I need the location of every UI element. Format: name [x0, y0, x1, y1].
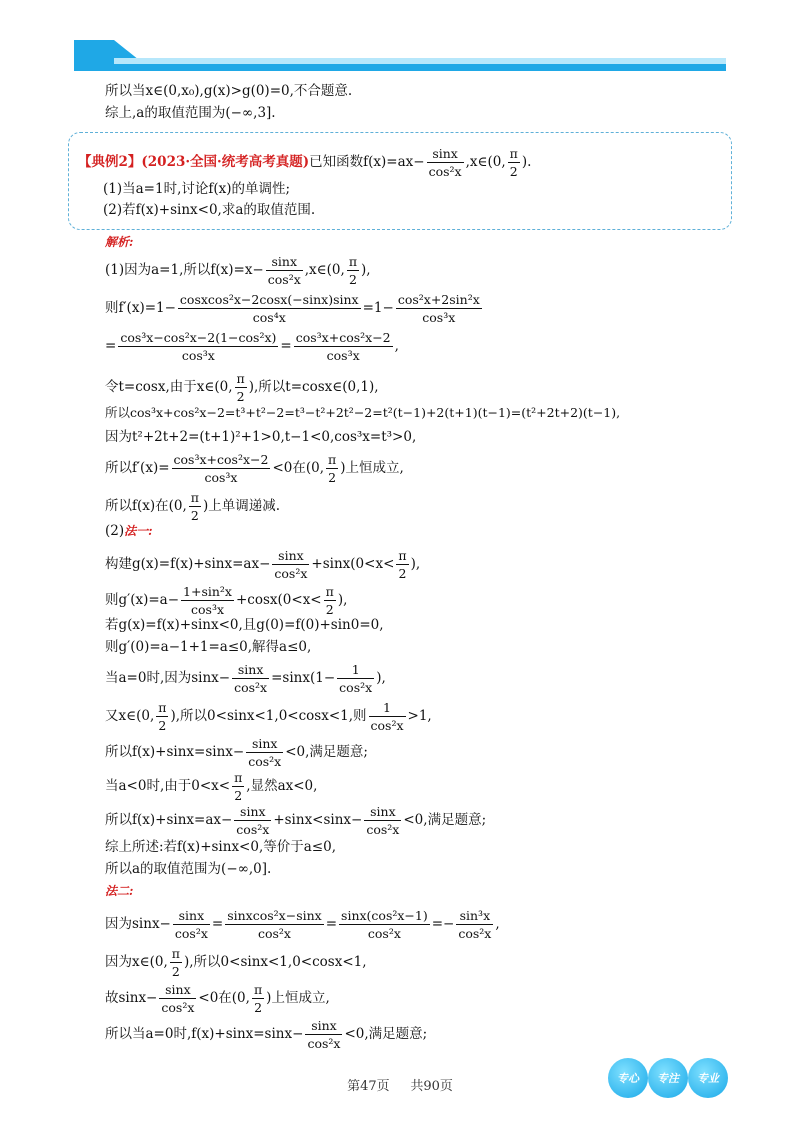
sol-line-17: 当a<0时,由于0<x< $\frac{\pi}{2}$ ,显然ax<0,	[105, 770, 318, 803]
sol-line-18: 所以f(x)+sinx=ax− $\frac{\sin x}{\text{cos²x}}$ +sinx<sinx− $\frac{\sin x}{\text{cos²x}}$ <0,满足题意;	[105, 804, 487, 837]
sol-line-4: 令t=cosx,由于x∈(0, $\frac{\pi}{2}$ ),所以t=cosx∈(0,1),	[105, 371, 379, 404]
sol-line-5: 所以cos³x+cos²x−2=t³+t²−2=t³−t²+2t²−2=t²(t−1)+2(t+1)(t−1)=(t²+2t+2)(t−1),	[105, 405, 621, 420]
sol-line-16: 所以f(x)+sinx=sinx− $\frac{\sin x}{\text{cos²x}}$ <0,满足题意;	[105, 736, 368, 769]
sol-line-22: 因为sinx− $\frac{\sin x}{\text{cos²x}}$ = $\frac{\text{sinxcos²x−sinx}}{\text{cos²x}}$ = $\frac{\text{sinx(cos²x−1)}}{\text{cos²x}}$ =− $\frac{\text{sin³x}}{\text{cos²x}}$ ,	[105, 908, 500, 941]
sol-line-19: 综上所述:若f(x)+sinx<0,等价于a≤0,	[105, 839, 336, 855]
header-banner	[74, 40, 726, 72]
solution-label: 解析:	[105, 235, 134, 249]
sol-line-24: 故sinx− $\frac{\sin x}{\text{cos²x}}$ <0在(0, $\frac{\pi}{2}$ )上恒成立,	[105, 982, 330, 1015]
page-number: 第47页	[347, 1079, 390, 1094]
sol-line-3: = $\frac{\text{cos³x−cos²x−2(1−cos²x)}}{\text{cos³x}}$ = $\frac{\text{cos³x+cos²x−2}}{\text{cos³x}}$ ,	[105, 330, 399, 363]
method-two-label: 法二:	[105, 884, 134, 898]
intro-line-1: 所以当x∈(0,x₀),g(x)>g(0)=0,不合题意.	[105, 83, 353, 99]
badge-1: 专心	[608, 1058, 648, 1098]
page-total: 共90页	[410, 1079, 453, 1094]
sol-line-15: 又x∈(0, $\frac{\pi}{2}$ ),所以0<sinx<1,0<cosx<1,则 $\frac{1}{\text{cos²x}}$ >1,	[105, 700, 432, 733]
sol-line-9: (2)法一:	[105, 523, 153, 539]
question-1: (1)当a=1时,讨论f(x)的单调性;	[103, 181, 291, 197]
sol-line-25: 所以当a=0时,f(x)+sinx=sinx− $\frac{\sin x}{\text{cos²x}}$ <0,满足题意;	[105, 1018, 428, 1051]
sol-line-1: (1)因为a=1,所以f(x)=x− $\frac{\sin x}{\text{cos²x}}$ ,x∈(0, $\frac{\pi}{2}$ ),	[105, 254, 371, 287]
sol-line-12: 若g(x)=f(x)+sinx<0,且g(0)=f(0)+sin0=0,	[105, 617, 384, 633]
sol-line-2: 则f′(x)=1− $\frac{\text{cosxcos²x−2cosx(−sinx)sinx}}{\text{cos⁴x}}$ =1− $\frac{\text{cos²x+2sin²x}}{\text{cos³x}}$	[105, 292, 480, 325]
sol-line-10: 构建g(x)=f(x)+sinx=ax− $\frac{\sin x}{\text{cos²x}}$ +sinx(0<x< $\frac{\pi}{2}$ ),	[105, 548, 421, 581]
sol-line-13: 则g′(0)=a−1+1=a≤0,解得a≤0,	[105, 639, 312, 655]
badge-3: 专业	[688, 1058, 728, 1098]
question-2: (2)若f(x)+sinx<0,求a的取值范围.	[103, 202, 316, 218]
intro-line-2: 综上,a的取值范围为(−∞,3].	[105, 105, 276, 121]
sol-line-23: 因为x∈(0, $\frac{\pi}{2}$ ),所以0<sinx<1,0<cosx<1,	[105, 946, 367, 979]
sol-line-6: 因为t²+2t+2=(t+1)²+1>0,t−1<0,cos³x=t³>0,	[105, 429, 417, 445]
example-tag: 【典例2】(2023·全国·统考高考真题)	[78, 154, 310, 170]
example-stem: 【典例2】(2023·全国·统考高考真题)已知函数f(x)=ax− $\frac{\sin x}{\text{cos²x}}$ ,x∈(0, $\frac{\pi}{2}$ ).	[78, 146, 532, 179]
sol-line-14: 当a=0时,因为sinx− $\frac{\sin x}{\text{cos²x}}$ =sinx(1− $\frac{1}{\text{cos²x}}$ ),	[105, 662, 386, 695]
sol-line-20: 所以a的取值范围为(−∞,0].	[105, 861, 272, 877]
sol-line-7: 所以f′(x)= $\frac{\text{cos³x+cos²x−2}}{\text{cos³x}}$ <0在(0, $\frac{\pi}{2}$ )上恒成立,	[105, 452, 404, 485]
badge-2: 专注	[648, 1058, 688, 1098]
sol-line-8: 所以f(x)在(0, $\frac{\pi}{2}$ )上单调递减.	[105, 490, 281, 523]
sol-line-11: 则g′(x)=a− $\frac{\text{1+sin²x}}{\text{cos³x}}$ +cosx(0<x< $\frac{\pi}{2}$ ),	[105, 584, 348, 617]
